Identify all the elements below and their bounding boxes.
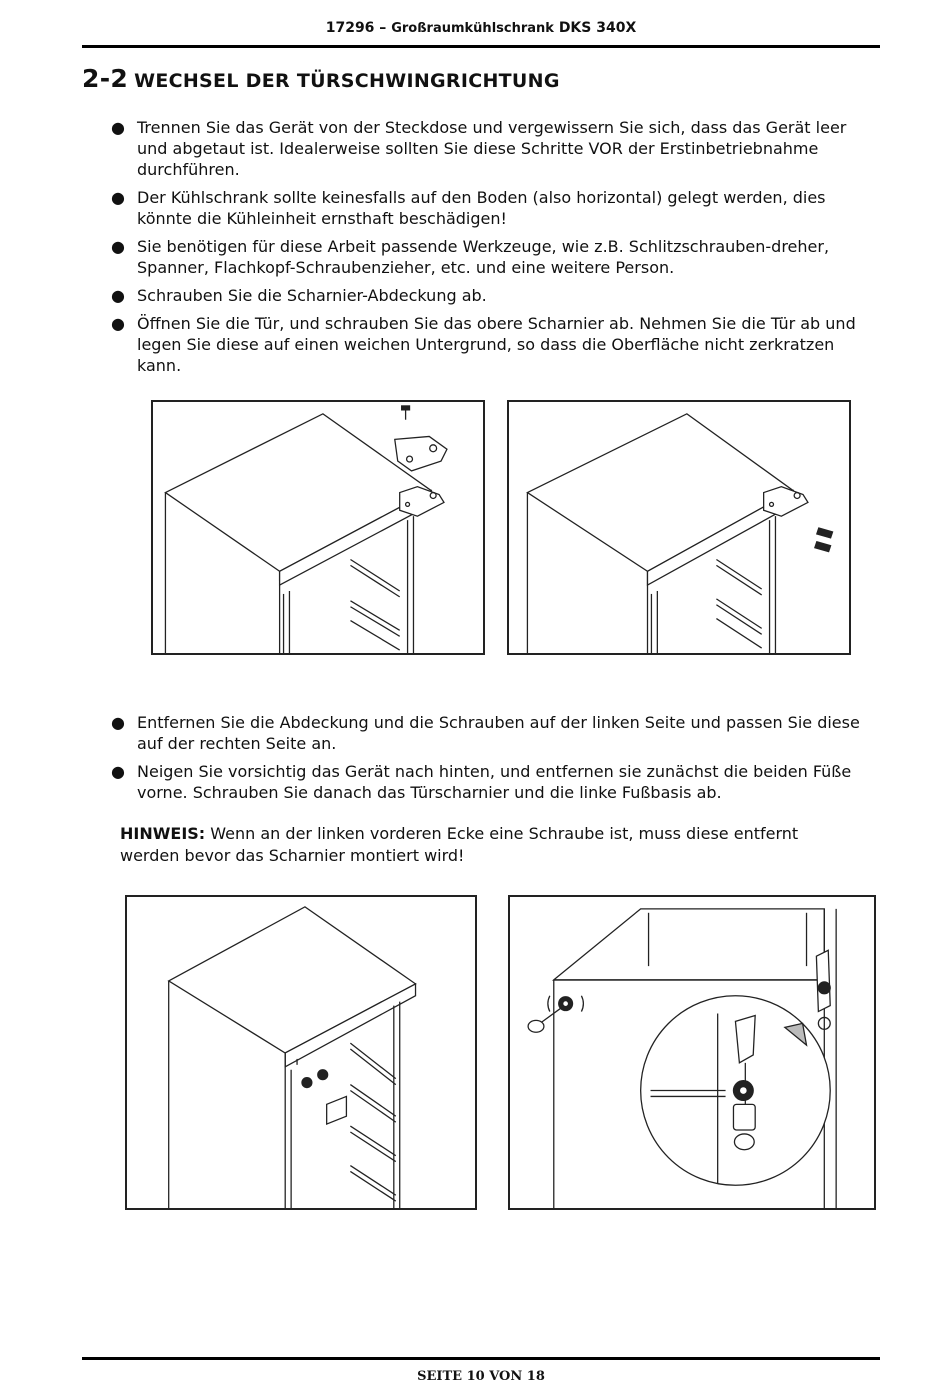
header-rule (82, 45, 880, 48)
section-number: 2-2 (82, 64, 129, 93)
note-block (120, 823, 860, 867)
page-footer: SEITE 10 VON 18 (417, 1369, 545, 1384)
instruction-list-bottom (108, 712, 878, 810)
note-label: HINWEIS: (120, 824, 206, 843)
figure-bottom-hinge-detail (508, 895, 876, 1210)
list-item (108, 117, 878, 180)
list-item (108, 187, 878, 229)
note-text: Wenn an der linken vorderen Ecke eine Schraube ist, muss diese entfernt werden bevor das Scharnier montiert wird! (120, 824, 799, 865)
bullet-icon: ● (111, 237, 125, 256)
bullet-icon: ● (111, 762, 125, 781)
fridge-side-illustration (127, 897, 475, 1208)
bullet-icon: ● (111, 118, 125, 137)
bullet-icon: ● (111, 713, 125, 732)
hinge-detail-illustration (510, 897, 874, 1208)
section-heading (82, 64, 560, 93)
list-item-text: Trennen Sie das Gerät von der Steckdose und vergewissern Sie sich, dass das Gerät leer und abgetaut ist. Idealerweise sollten Sie diese Schritte VOR der Erstinbetriebnahme durchführen. (137, 118, 847, 179)
list-item (108, 313, 878, 376)
list-item (108, 236, 878, 278)
list-item-text: Der Kühlschrank sollte keinesfalls auf den Boden (also horizontal) gelegt werden, dies könnte die Kühleinheit ernsthaft beschädigen! (137, 188, 826, 228)
bullet-icon: ● (111, 314, 125, 333)
header-product: Großraumkühlschrank (391, 21, 554, 36)
instruction-list-top (108, 117, 878, 383)
list-item (108, 712, 878, 754)
page-header (82, 20, 880, 36)
bullet-icon: ● (111, 286, 125, 305)
footer-rule (82, 1357, 880, 1360)
header-model: DKS 340X (558, 20, 637, 36)
bullet-icon: ● (111, 188, 125, 207)
fridge-hinge-illustration (509, 402, 849, 653)
header-number: 17296 – (325, 20, 387, 36)
figure-hinge-cover-removal (151, 400, 485, 655)
list-item-text: Schrauben Sie die Scharnier-Abdeckung ab. (137, 286, 487, 305)
fridge-top-illustration (153, 402, 483, 653)
list-item-text: Sie benötigen für diese Arbeit passende Werkzeuge, wie z.B. Schlitzschrauben-dreher, Spanner, Flachkopf-Schraubenzieher, etc. und eine weitere Person. (137, 237, 830, 277)
list-item-text: Neigen Sie vorsichtig das Gerät nach hinten, und entfernen sie zunächst die beiden Füße vorne. Schrauben Sie danach das Türscharnier und die linke Fußbasis ab. (137, 762, 852, 802)
figure-left-side-screws (125, 895, 477, 1210)
list-item (108, 285, 878, 306)
section-title: WECHSEL DER TÜRSCHWINGRICHTUNG (134, 70, 560, 92)
list-item-text: Entfernen Sie die Abdeckung und die Schrauben auf der linken Seite und passen Sie diese auf der rechten Seite an. (137, 713, 860, 753)
list-item (108, 761, 878, 803)
list-item-text: Öffnen Sie die Tür, und schrauben Sie das obere Scharnier ab. Nehmen Sie die Tür ab und legen Sie diese auf einen weichen Untergrund, so dass die Oberfläche nicht zerkratzen kann. (137, 314, 856, 375)
figure-upper-hinge-screws (507, 400, 851, 655)
